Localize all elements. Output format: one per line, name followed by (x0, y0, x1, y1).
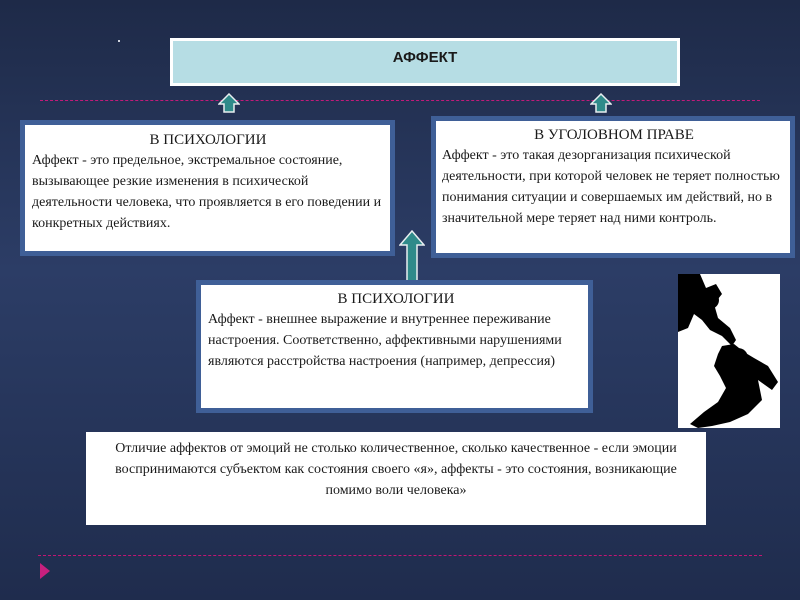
title-box (170, 38, 680, 86)
play-triangle-icon[interactable] (40, 563, 50, 579)
box-text: Аффект - это предельное, экстремальное состояние, вызывающее резкие изменения в психической деятельности человека, что проявляется в его поведении и конкретных действиях. (32, 153, 382, 231)
box-heading: В ПСИХОЛОГИИ (149, 132, 267, 148)
psychology-mood-box (196, 280, 593, 413)
divider-line-bottom (38, 555, 762, 556)
note-text: Отличие аффектов от эмоций не столько количественное, сколько качественное - если эмоции воспринимаются субъектом как состояния своего «я», аффекты - это состояния, возникающие помимо воли человека» (115, 441, 677, 498)
box-text: Аффект - внешнее выражение и внутреннее переживание настроения. Соответственно, аффективными нарушениями являются расстройства настроения (например, депрессия) (208, 312, 562, 369)
box-heading: В ПСИХОЛОГИИ (337, 291, 455, 307)
psychology-definition-box (20, 120, 395, 256)
arrow-up-icon (399, 230, 425, 282)
box-text: Аффект - это такая дезорганизация психической деятельности, при которой человек не теряет полностью понимания ситуации и совершаемых им действий, но в значительной мере теряет над ними контроль. (442, 148, 780, 226)
criminal-law-definition-box (431, 116, 795, 258)
arrow-up-icon (218, 93, 240, 113)
climbers-silhouette-image (678, 274, 780, 428)
affect-vs-emotion-note (86, 432, 706, 525)
page-title: АФФЕКТ (392, 49, 458, 66)
box-heading: В УГОЛОВНОМ ПРАВЕ (534, 127, 694, 143)
divider-line-top (40, 100, 760, 101)
arrow-up-icon (590, 93, 612, 113)
decor-dot (118, 40, 120, 42)
